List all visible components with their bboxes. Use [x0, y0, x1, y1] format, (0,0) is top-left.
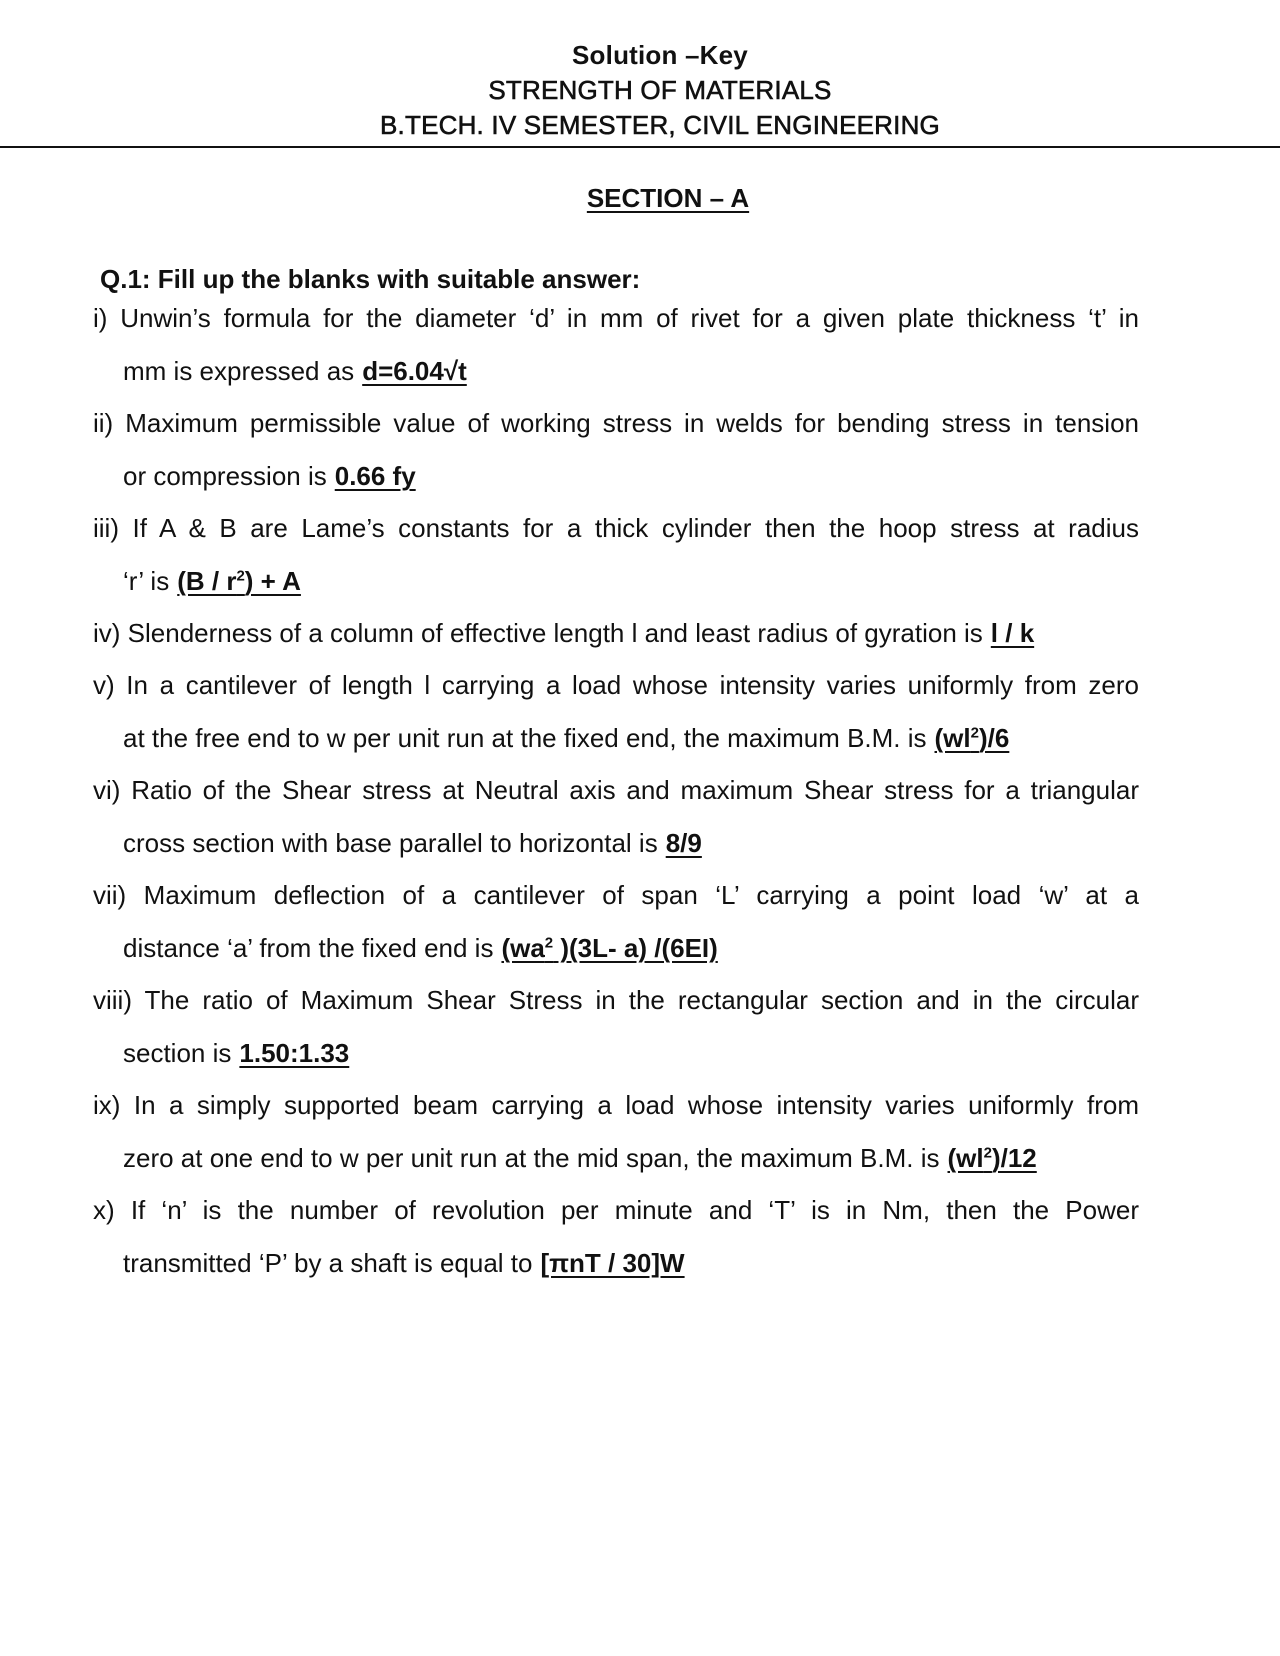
question-heading: Q.1: Fill up the blanks with suitable answer: [100, 264, 641, 294]
answer: 0.66 fy [334, 461, 416, 491]
question-item-8 [93, 974, 1139, 1080]
item-continuation: at the free end to w per unit run at the fixed end, the maximum B.M. is $(wl^2)/6$ [123, 723, 1010, 753]
question-item-3 [93, 502, 1139, 608]
answer: $(wl^2)/6$ [934, 723, 1010, 753]
question-item-5 [93, 659, 1139, 765]
question-item-6 [93, 764, 1139, 870]
answer: $(wl^2)/12$ [947, 1143, 1037, 1173]
header-divider [0, 146, 1280, 148]
document-header [0, 38, 1280, 143]
item-continuation: transmitted ‘P’ by a shaft is equal to [πnT / 30]W [123, 1248, 685, 1278]
item-continuation: cross section with base parallel to horizontal is 8/9 [123, 828, 702, 858]
item-text: iii) If A & B are Lame’s constants for a thick cylinder then the hoop stress at radius [93, 513, 1139, 543]
header-title: Solution –Key [572, 40, 748, 70]
question-item-7 [93, 869, 1139, 975]
question-item-4 [93, 607, 1139, 660]
answer: [πnT / 30]W [540, 1248, 685, 1278]
item-continuation: distance ‘a’ from the fixed end is ($wa^2$ )(3L- a) /(6EI) [123, 933, 718, 963]
item-continuation: mm is expressed as d=6.04√t [123, 356, 467, 386]
header-course: B.TECH. IV SEMESTER, CIVIL ENGINEERING [380, 110, 940, 140]
answer: ($wa^2$ )(3L- a) /(6EI) [501, 933, 718, 963]
item-text: iv) Slenderness of a column of effective length l and least radius of gyration is l / k [93, 618, 1035, 648]
question-item-9 [93, 1079, 1139, 1185]
section-heading: SECTION – A [586, 183, 750, 213]
item-text: v) In a cantilever of length l carrying a load whose intensity varies uniformly from zero [93, 670, 1139, 700]
question-item-2 [93, 397, 1139, 503]
header-subject: STRENGTH OF MATERIALS [488, 75, 832, 105]
item-continuation: or compression is 0.66 fy [123, 461, 416, 491]
answer: l / k [990, 618, 1035, 648]
answer: $(B / r^2) + A$ [177, 566, 301, 596]
item-continuation: section is 1.50:1.33 [123, 1038, 350, 1068]
answer: d=6.04√t [362, 356, 467, 386]
item-text: vii) Maximum deflection of a cantilever of span ‘L’ carrying a point load ‘w’ at a [93, 880, 1139, 910]
item-text: i) Unwin’s formula for the diameter ‘d’ in mm of rivet for a given plate thickness ‘t’ in [93, 303, 1139, 333]
item-continuation: ‘r’ is $(B / r^2) + A$ [123, 566, 301, 596]
item-text: ix) In a simply supported beam carrying a load whose intensity varies uniformly from [93, 1090, 1139, 1120]
question-item-1 [93, 292, 1139, 398]
question-item-10 [93, 1184, 1139, 1290]
item-text: x) If ‘n’ is the number of revolution per minute and ‘T’ is in Nm, then the Power [93, 1195, 1139, 1225]
answer: 8/9 [665, 828, 702, 858]
item-text: vi) Ratio of the Shear stress at Neutral axis and maximum Shear stress for a triangular [93, 775, 1139, 805]
item-text: viii) The ratio of Maximum Shear Stress in the rectangular section and in the circular [93, 985, 1139, 1015]
item-text: ii) Maximum permissible value of working stress in welds for bending stress in tension [93, 408, 1139, 438]
answer: 1.50:1.33 [239, 1038, 350, 1068]
item-continuation: zero at one end to w per unit run at the mid span, the maximum B.M. is $(wl^2)/12$ [123, 1143, 1037, 1173]
